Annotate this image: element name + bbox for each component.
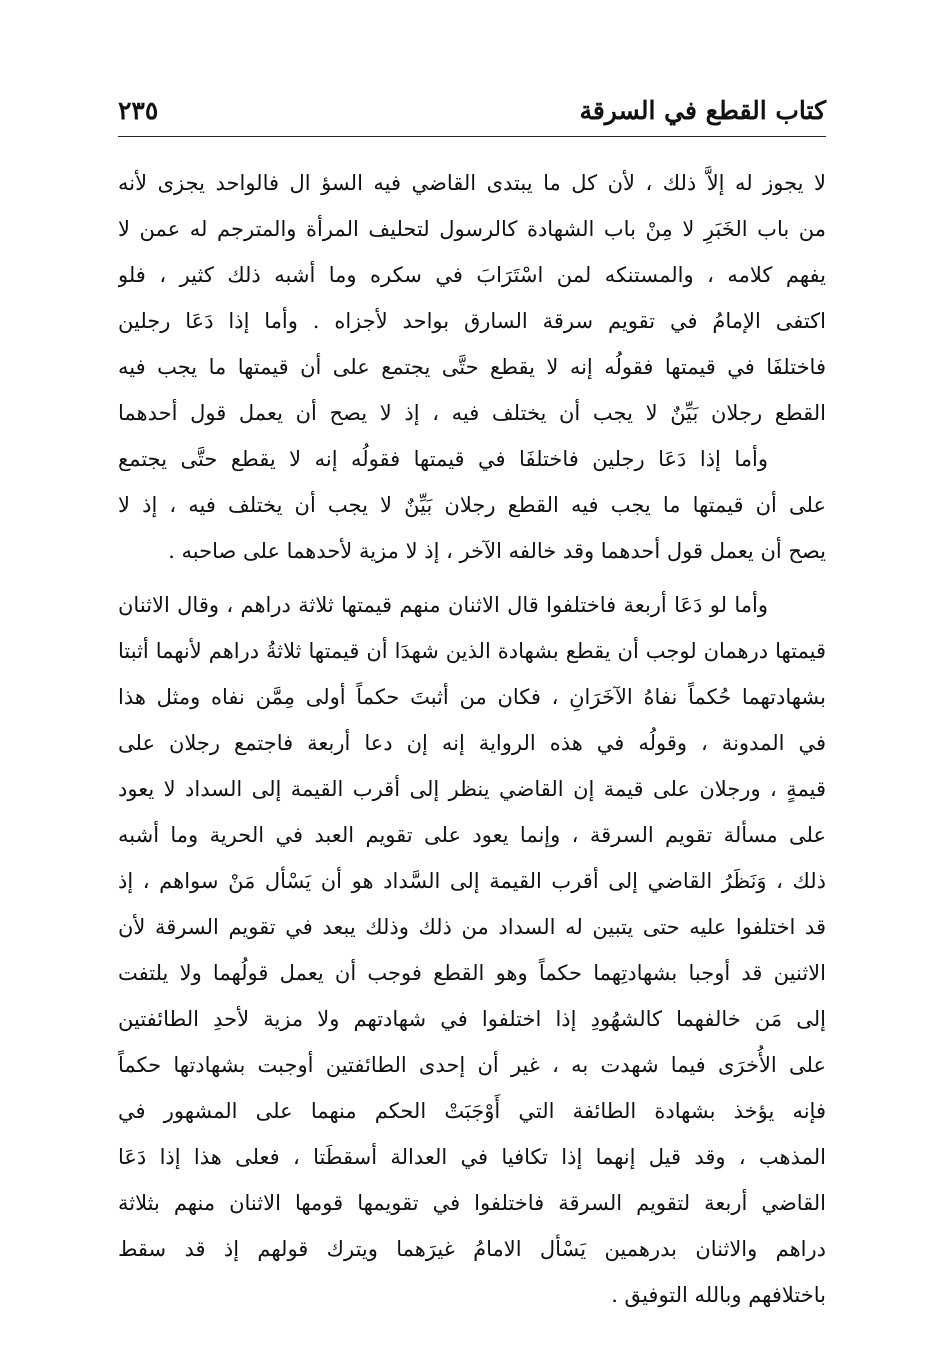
text-line: اكتفى الإمامُ في تقويم سرقة السارق بواحد لأجزاه . وأما إذا دَعَا رجلين: [118, 309, 826, 333]
text-line: باختلافهم وبالله التوفيق .: [611, 1283, 826, 1307]
text-line: قد اختلفوا عليه حتى يتبين له السداد من ذلك وذلك يبعد في تقويم السرقة لأن: [118, 915, 826, 939]
text-line: على أن قيمتها ما يجب فيه القطع رجلان بَيِّنٌ لا يجب أن يختلف فيه ، إذ لا: [118, 493, 826, 517]
text-line: القطع رجلان بَيِّنٌ لا يجب أن يختلف فيه ، إذ لا يصح أن يعمل قول أحدهما: [118, 401, 826, 425]
text-line: وأما لو دَعَا أربعة فاختلفوا قال الاثنان منهم قيمتها ثلاثة دراهم ، وقال الاثنان: [118, 593, 768, 617]
text-line: على مسألة تقويم السرقة ، وإنما يعود على تقويم العبد في الحرية وما أشبه: [118, 823, 826, 847]
text-line: في المدونة ، وقولُه في هذه الرواية إنه إن دعا أربعة فاجتمع رجلان على: [118, 731, 826, 755]
text-line: فإنه يؤخذ بشهادة الطائفة التي أَوْجَبَتْ الحكم منهما على المشهور في: [118, 1099, 826, 1123]
text-line: يفهم كلامه ، والمستنكه لمن اسْتَرَابَ في سكره وما أشبه ذلك كثير ، فلو: [118, 263, 826, 287]
page-number: ٢٣٥: [118, 96, 159, 125]
paragraph-3: [118, 582, 826, 1318]
text-line: المذهب ، وقد قيل إنهما إذا تكافيا في العدالة أسقطَتا ، فعلى هذا إذا دَعَا: [118, 1145, 826, 1169]
running-header: [118, 92, 826, 137]
text-line: من باب الخَبَرِ لا مِنْ باب الشهادة كالرسول لتحليف المرأة والمترجم له عمن لا: [118, 217, 826, 241]
chapter-title: كتاب القطع في السرقة: [579, 96, 826, 125]
paragraph-1: [118, 160, 826, 436]
text-line: وأما إذا دَعَا رجلين فاختلفَا في قيمتها فقولُه إنه لا يقطع حتَّى يجتمع: [118, 447, 768, 471]
text-line: ذلك ، وَنَظَرُ القاضي إلى أقرب القيمة إلى السَّداد هو أن يَسْأل مَنْ سواهم ، إذ: [118, 869, 826, 893]
text-line: على الأُخرَى فيما شهدت به ، غير أن إحدى الطائفتين أوجبت بشهادتها حكماً: [118, 1053, 826, 1077]
text-line: قيمةٍ ، ورجلان على قيمة إن القاضي ينظر إلى أقرب القيمة إلى السداد لا يعود: [118, 777, 826, 801]
text-line: القاضي أربعة لتقويم السرقة فاختلفوا في تقويمها قومها الاثنان منهم بثلاثة: [118, 1191, 826, 1215]
text-line: دراهم والاثنان بدرهمين يَسْأل الامامُ غيرَهما ويترك قولهم إذ قد سقط: [118, 1237, 826, 1261]
text-line: قيمتها درهمان لوجب أن يقطع بشهادة الذين شهدَا أن قيمتها ثلاثةُ دراهم لأنهما أثبتا: [118, 639, 826, 663]
text-line: فاختلفَا في قيمتها فقولُه إنه لا يقطع حتَّى يجتمع على أن قيمتها ما يجب فيه: [118, 355, 826, 379]
text-line: إلى مَن خالفهما كالشهُودِ إذا اختلفوا في شهادتهم ولا مزية لأحدِ الطائفتين: [118, 1007, 826, 1031]
paragraph-2: [118, 436, 826, 574]
text-line: لا يجوز له إلاَّ ذلك ، لأن كل ما يبتدى القاضي فيه السؤ ال فالواحد يجزى لأنه: [118, 171, 826, 195]
text-line: بشهادتهما حُكماً نفاهُ الآخَرَانِ ، فكان من أثبتَ حكماً أولى مِمَّن نفاه ومثل هذا: [118, 685, 826, 709]
text-line: الاثنين قد أوجبا بشهادتِهما حكماً وهو القطع فوجب أن يعمل قولُهما ولا يلتفت: [118, 961, 826, 985]
text-line: يصح أن يعمل قول أحدهما وقد خالفه الآخر ، إذ لا مزية لأحدهما على صاحبه .: [168, 539, 826, 563]
